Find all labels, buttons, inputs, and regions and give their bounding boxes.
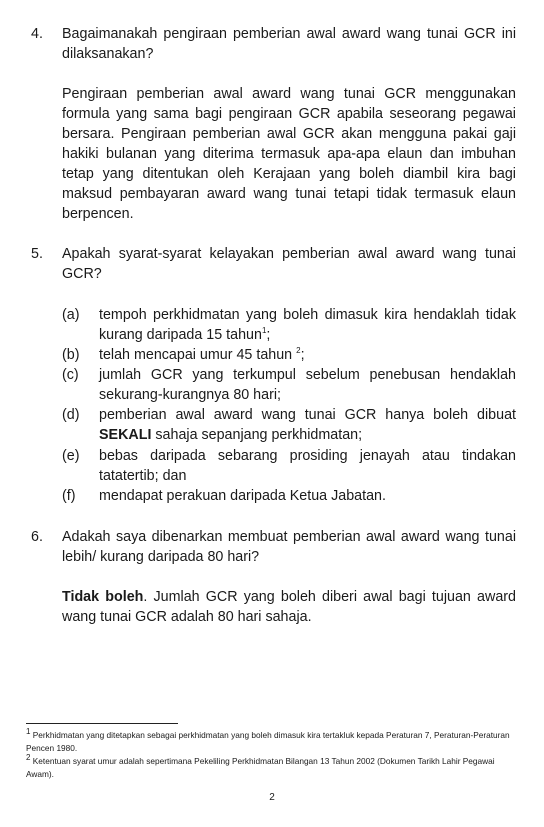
question-5-number: 5. (31, 246, 43, 262)
condition-c-label: (c) (62, 367, 79, 383)
footnote-1: $^1$ Perkhidmatan yang ditetapkan sebagai perkhidmatan yang boleh dimasuk kira tertakluk kepada Peraturan 7, Peraturan-Peraturan Pencen 1980. (26, 727, 510, 753)
page-number: 2 (269, 792, 275, 803)
condition-b-label: (b) (62, 347, 80, 363)
footnote-ref-1: 1 (261, 326, 267, 336)
question-5-text: Apakah syarat-syarat kelayakan pemberian awal award wang tunai GCR? (62, 246, 516, 282)
emphasis-sekali: SEKALI (99, 427, 152, 443)
answer-6-bold: Tidak boleh (62, 589, 144, 605)
condition-e-label: (e) (62, 448, 80, 464)
condition-d-label: (d) (62, 407, 80, 423)
condition-c-text: jumlah GCR yang terkumpul sebelum penebusan hendaklah sekurang-kurangnya 80 hari; (99, 367, 516, 403)
footnote-separator (26, 723, 178, 724)
condition-e-text: bebas daripada sebarang prosiding jenayah atau tindakan tatatertib; dan (99, 448, 516, 484)
answer-4-text: Pengiraan pemberian awal award wang tunai GCR menggunakan formula yang sama bagi pengiraan GCR apabila seseorang pegawai bersara. Pengiraan pemberian awal GCR akan mengguna pakai gaji hakiki bulanan yang diterima termasuk apa-apa elaun dan imbuhan tetap yang ditentukan oleh Kerajaan yang boleh diambil kira bagi maksud pembayaran award wang tunai tetapi tidak termasuk elaun berpencen. (62, 86, 516, 222)
question-4-text: Bagaimanakah pengiraan pemberian awal award wang tunai GCR ini dilaksanakan? (62, 26, 516, 62)
condition-a-label: (a) (62, 307, 80, 323)
condition-f-label: (f) (62, 488, 76, 504)
condition-a-text: tempoh perkhidmatan yang boleh dimasuk kira hendaklah tidak kurang daripada 15 tahun$^1$; (99, 307, 516, 343)
question-6-number: 6. (31, 529, 43, 545)
footnote-ref-2: 2 (296, 346, 301, 356)
condition-f-text: mendapat perakuan daripada Ketua Jabatan. (99, 488, 386, 504)
question-6-text: Adakah saya dibenarkan membuat pemberian awal award wang tunai lebih/ kurang daripada 80 hari? (62, 529, 516, 565)
answer-6-text: Tidak boleh. Jumlah GCR yang boleh diberi awal bagi tujuan award wang tunai GCR adalah 80 hari sahaja. (62, 589, 516, 625)
question-4-number: 4. (31, 26, 43, 42)
condition-b-text: telah mencapai umur 45 tahun $^2$; (99, 346, 305, 363)
footnote-2: $^2$ Ketentuan syarat umur adalah sepertimana Pekeliling Perkhidmatan Bilangan 13 Tahun 2002 (Dokumen Tarikh Lahir Pegawai Awam). (26, 753, 495, 779)
condition-d-text: pemberian awal award wang tunai GCR hanya boleh dibuat SEKALI sahaja sepanjang perkhidmatan; (99, 407, 516, 443)
